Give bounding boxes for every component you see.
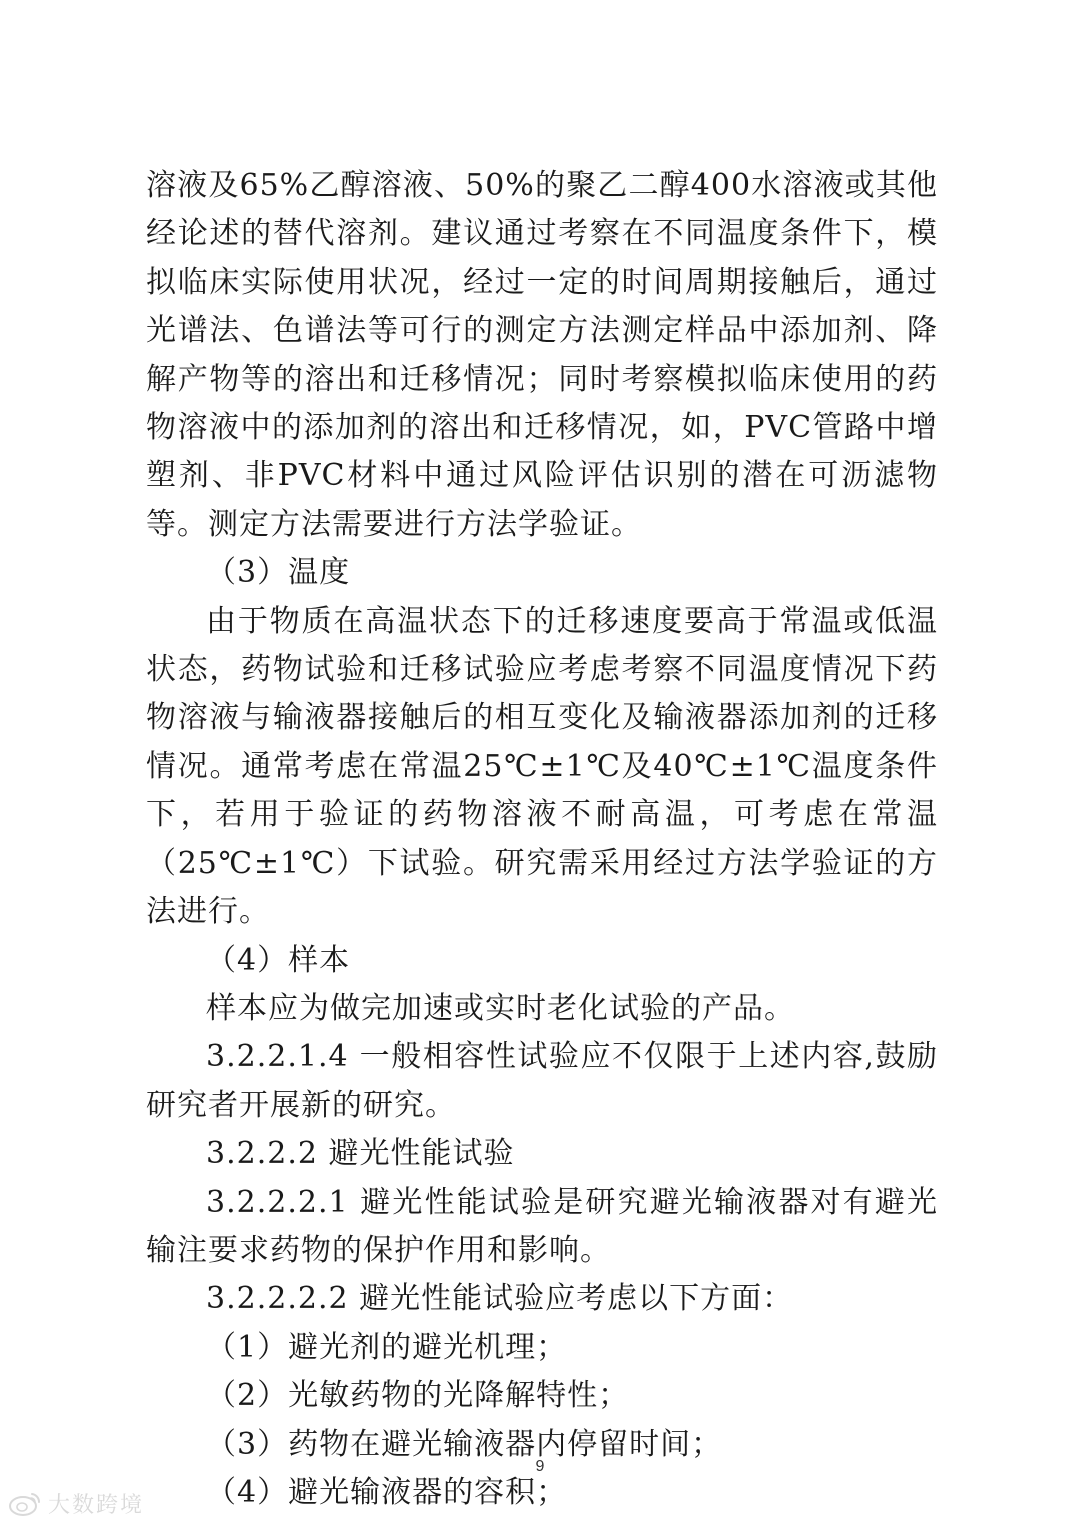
list-item-2: （2）光敏药物的光降解特性； [206,1378,630,1414]
paragraph-sample: 样本应为做完加速或实时老化试验的产品。 [206,990,795,1026]
heading-sample: （4）样本 [206,942,351,978]
paragraph-solvent-continuation: 溶液及65%乙醇溶液、50%的聚乙二醇400水溶液或其他经论述的替代溶剂。建议通过考察在不同温度条件下，模拟临床实际使用状况，经过一定的时间周期接触后，通过光谱法、色谱法等可行的测定方法测定样品中添加剂、降解产物等的溶出和迁移情况；同时考察模拟临床使用的药物溶液中的添加剂的溶出和迁移情况，如，PVC管路中增塑剂、非PVC材料中通过风险评估识别的潜在可沥滤物等。测定方法需要进行方法学验证。 [146,168,938,542]
heading-3-2-2-2-light-shielding: 3.2.2.2 避光性能试验 [206,1136,515,1172]
watermark-text: 大数跨境 [48,1493,145,1518]
weibo-logo-icon [8,1491,42,1517]
watermark [8,1488,144,1519]
list-item-1: （1）避光剂的避光机理； [206,1329,568,1365]
paragraph-temperature: 由于物质在高温状态下的迁移速度要高于常温或低温状态，药物试验和迁移试验应考虑考察不同温度情况下药物溶液与输液器接触后的相互变化及输液器添加剂的迁移情况。通常考虑在常温25℃±1℃及40℃±1℃温度条件下，若用于验证的药物溶液不耐高温，可考虑在常温（25℃±1℃）下试验。研究需采用经过方法学验证的方法进行。 [146,603,938,930]
page-number: 9 [535,1458,545,1475]
list-item-4: （4）避光输液器的容积； [206,1474,568,1510]
paragraph-3-2-2-2-1: 3.2.2.2.1 避光性能试验是研究避光输液器对有避光输注要求药物的保护作用和影响。 [146,1184,938,1268]
list-item-3: （3）药物在避光输液器内停留时间； [206,1426,723,1462]
heading-temperature: （3）温度 [206,555,351,591]
paragraph-3-2-2-1-4: 3.2.2.1.4 一般相容性试验应不仅限于上述内容,鼓励研究者开展新的研究。 [146,1039,938,1123]
document-body [146,162,938,1517]
paragraph-3-2-2-2-2: 3.2.2.2.2 避光性能试验应考虑以下方面： [206,1281,794,1317]
